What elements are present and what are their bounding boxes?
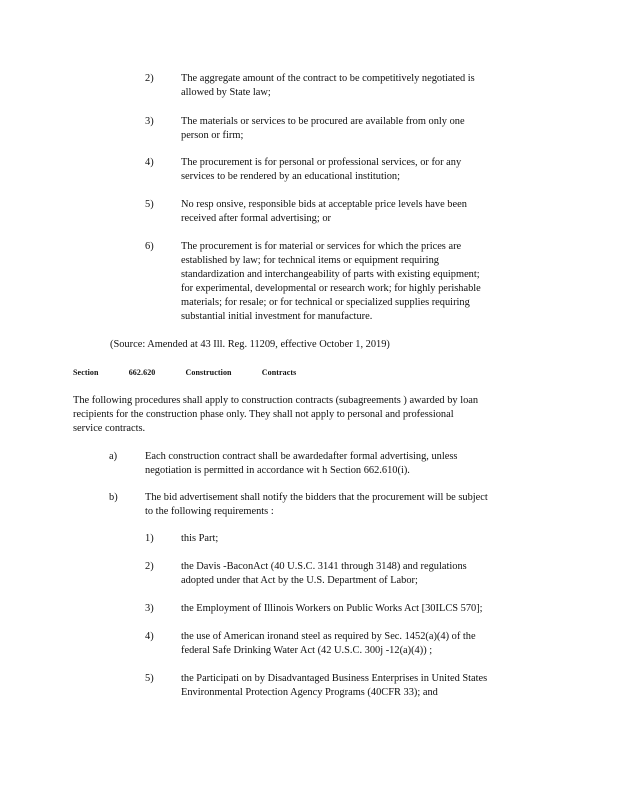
section-title: Construction bbox=[185, 368, 232, 377]
subsection-text: The bid advertisement shall notify the bidders that the procurement will be subject to the following requirements : bbox=[145, 492, 488, 517]
subsection-text: Each construction contract shall be awardedafter formal advertising, unless negotiation is permitted in accordance wit h Section 662.610(i). bbox=[145, 451, 458, 476]
list-item-text: The procurement is for personal or professional services, or for any services to be rendered by an educational institution; bbox=[181, 157, 462, 182]
list-item-text: the Participati on by Disadvantaged Business Enterprises in United States Environmental Protection Agency Programs (40CFR 33); and bbox=[181, 673, 488, 698]
list-item-number: 1) bbox=[145, 533, 154, 544]
list-item-number: 2) bbox=[145, 561, 154, 572]
list-item-number: 4) bbox=[145, 157, 154, 168]
list-item-text: The materials or services to be procured are available from only one person or firm; bbox=[181, 116, 465, 141]
subsection-letter: b) bbox=[109, 492, 118, 503]
list-item-number: 5) bbox=[145, 673, 154, 684]
section-title-second-word: Contracts bbox=[261, 368, 297, 377]
list-item-number: 3) bbox=[145, 603, 154, 614]
subsection-letter: a) bbox=[109, 451, 118, 462]
list-item-number: 2) bbox=[145, 73, 154, 84]
list-item-text: No resp onsive, responsible bids at acceptable price levels have been received after formal advertising; or bbox=[181, 199, 467, 224]
list-item-text: The procurement is for material or services for which the prices are established by law; for technical items or equipment requiring standardization and interchangeability of parts with existing equipment; for experimental, developmental or research work; for highly perishable materials; for resale; or for technical or specialized supplies requiring substantial initial investment for manufacture. bbox=[181, 241, 481, 322]
list-item-number: 5) bbox=[145, 199, 154, 210]
list-item-text: The aggregate amount of the contract to be competitively negotiated is allowed by State law; bbox=[181, 73, 475, 98]
section-label: Section bbox=[73, 368, 99, 377]
source-note: (Source: Amended at 43 Ill. Reg. 11209, effective October 1, 2019) bbox=[110, 339, 390, 350]
intro-paragraph: The following procedures shall apply to construction contracts (subagreements ) awarded by loan recipients for the construction phase only. They shall not apply to personal and professional service contracts. bbox=[73, 395, 479, 434]
list-item-number: 6) bbox=[145, 241, 154, 252]
list-item-text: the use of American ironand steel as required by Sec. 1452(a)(4) of the federal Safe Drinking Water Act (42 U.S.C. 300j -12(a)(4)) ; bbox=[181, 631, 476, 656]
section-heading bbox=[73, 366, 324, 380]
list-item-number: 4) bbox=[145, 631, 154, 642]
list-item-number: 3) bbox=[145, 116, 154, 127]
list-item-text: the Employment of Illinois Workers on Public Works Act [30ILCS 570]; bbox=[181, 603, 483, 614]
list-item-text: the Davis -BaconAct (40 U.S.C. 3141 through 3148) and regulations adopted under that Act by the U.S. Department of Labor; bbox=[181, 561, 467, 586]
section-number: 662.620 bbox=[128, 368, 156, 377]
list-item-text: this Part; bbox=[181, 533, 219, 544]
